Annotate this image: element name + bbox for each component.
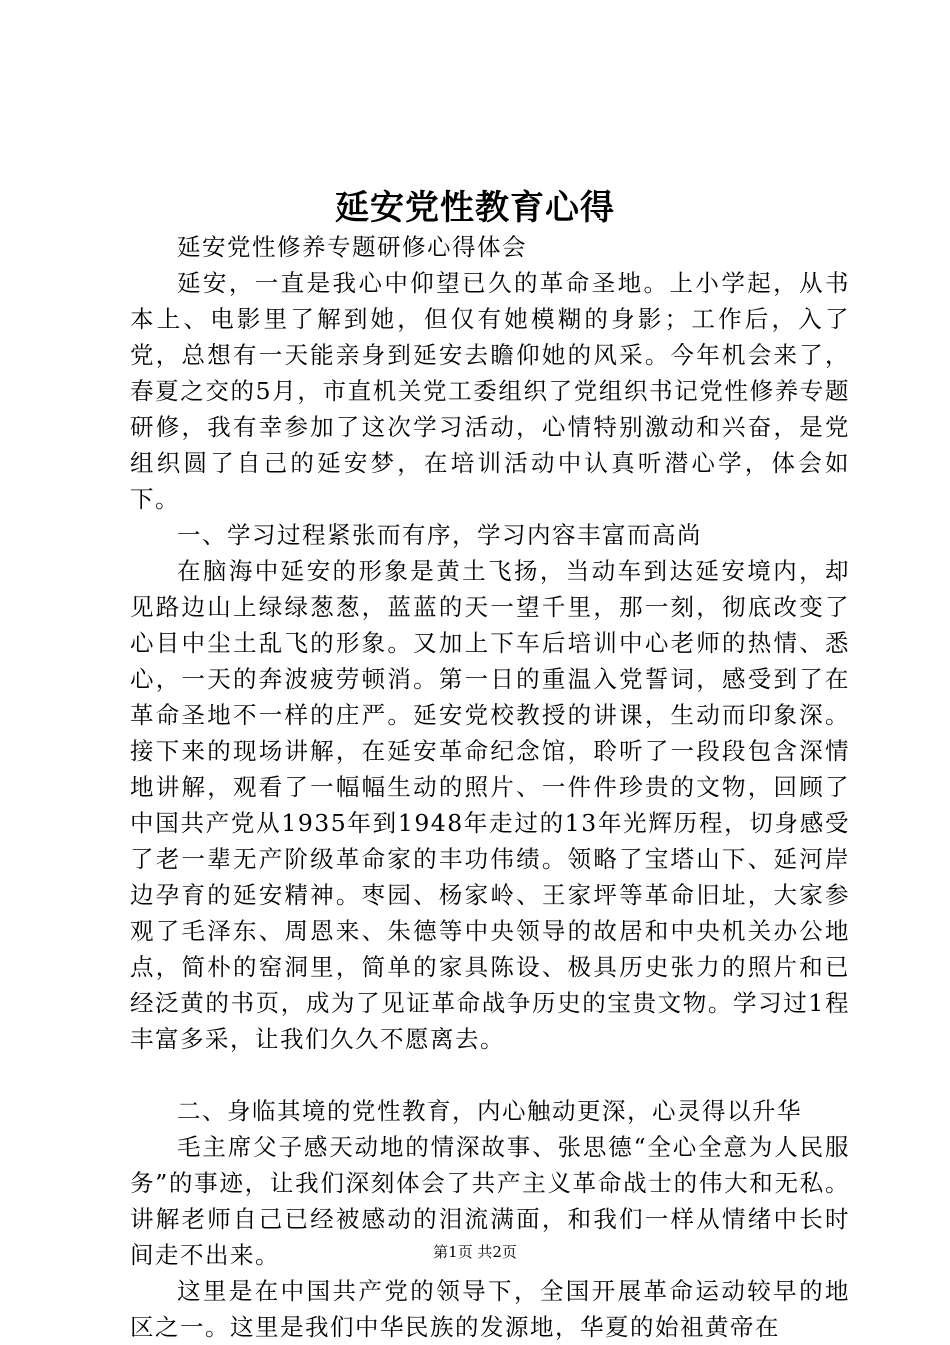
document-title: 延安党性教育心得	[335, 188, 615, 228]
section-2-paragraph-2: 这里是在中国共产党的领导下，全国开展革命运动较早的地区之一。这里是我们中华民族的发源地，华夏的始祖黄帝在	[130, 1277, 850, 1341]
section-2-paragraph-1: 毛主席父子感天动地的情深故事、张思德“全心全意为人民服务”的事迹，让我们深刻体会了共产主义革命战士的伟大和无私。讲解老师自己已经被感动的泪流满面，和我们一样从情绪中长时间走不出来。	[130, 1133, 850, 1269]
section-1-paragraph: 在脑海中延安的形象是黄土飞扬，当动车到达延安境内，却见路边山上绿绿葱葱，蓝蓝的天一望千里，那一刻，彻底改变了心目中尘土乱飞的形象。又加上下车后培训中心老师的热情、悉心，一天的奔波疲劳顿消。第一日的重温入党誓词，感受到了在革命圣地不一样的庄严。延安党校教授的讲课，生动而印象深。接下来的现场讲解，在延安革命纪念馆，聆听了一段段包含深情地讲解，观看了一幅幅生动的照片、一件件珍贵的文物，回顾了中国共产党从1935年到1948年走过的13年光辉历程，切身感受了老一辈无产阶级革命家的丰功伟绩。领略了宝塔山下、延河岸边孕育的延安精神。枣园、杨家岭、王家坪等革命旧址，大家参观了毛泽东、周恩来、朱德等中央领导的故居和中央机关办公地点，简朴的窑洞里，简单的家具陈设、极具历史张力的照片和已经泛黄的书页，成为了见证革命战争历史的宝贵文物。学习过1程丰富多采，让我们久久不愿离去。	[130, 557, 850, 1053]
blank-line	[130, 1057, 850, 1093]
subtitle-paragraph: 延安党性修养专题研修心得体会	[177, 233, 527, 261]
section-heading-1: 一、学习过程紧张而有序，学习内容丰富而高尚	[177, 521, 702, 549]
intro-paragraph: 延安，一直是我心中仰望已久的革命圣地。上小学起，从书本上、电影里了解到她，但仅有她模糊的身影；工作后，入了党，总想有一天能亲身到延安去瞻仰她的风采。今年机会来了，春夏之交的5月，市直机关党工委组织了党组织书记党性修养专题研修，我有幸参加了这次学习活动，心情特别激动和兴奋，是党组织圆了自己的延安梦，在培训活动中认真听潜心学，体会如下。	[130, 269, 850, 513]
section-heading-2: 二、身临其境的党性教育，内心触动更深，心灵得以升华	[177, 1097, 802, 1125]
page-footer: 第1页 共2页	[433, 1243, 517, 1261]
document-body	[130, 229, 850, 1345]
